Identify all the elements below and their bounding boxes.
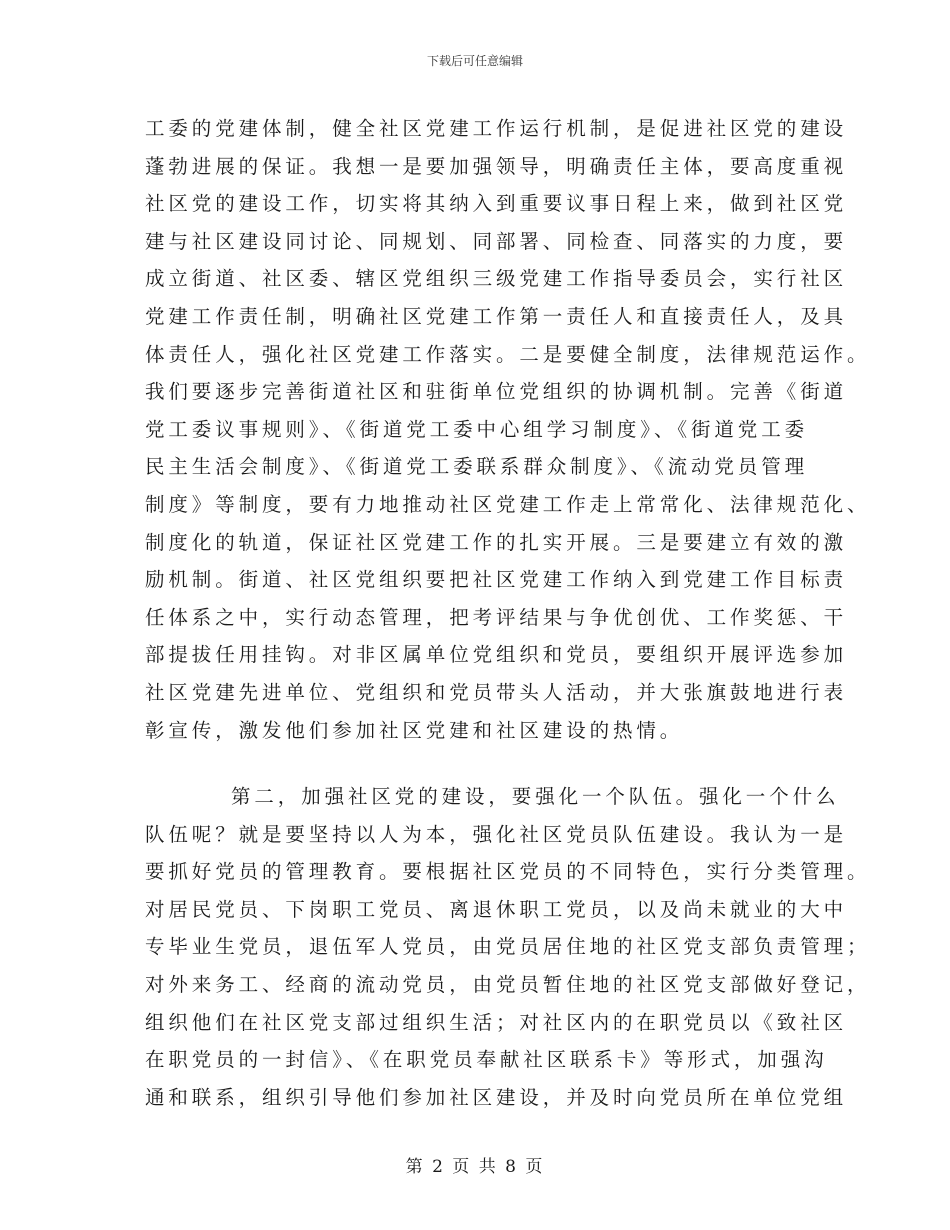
page-number-footer: 第 2 页 共 8 页 [405, 1157, 545, 1177]
paragraph-line-text: 第二，加强社区党的建设，要强化一个队伍。强化一个什么 [231, 785, 840, 808]
paragraph-line: 社区党建先进单位、党组织和党员带头人活动，并大张旗鼓地进行表 [145, 680, 848, 704]
paragraph-line: 党建工作责任制，明确社区党建工作第一责任人和直接责任人，及具 [145, 304, 848, 328]
document-body-continued [145, 778, 871, 1116]
paragraph-line: 队伍呢？就是要坚持以人为本，强化社区党员队伍建设。我认为一是 [145, 822, 848, 846]
paragraph-1 [145, 110, 871, 749]
paragraph-line: 组织他们在社区党支部过组织生活；对社区内的在职党员以《致社区 [145, 1010, 848, 1034]
paragraph-line: 励机制。街道、社区党组织要把社区党建工作纳入到党建工作目标责 [145, 568, 848, 592]
paragraph-line: 建与社区建设同讨论、同规划、同部署、同检查、同落实的力度，要 [145, 229, 848, 253]
paragraph-line: 体责任人，强化社区党建工作落实。二是要健全制度，法律规范运作。 [145, 342, 871, 366]
paragraph-line: 工委的党建体制，健全社区党建工作运行机制，是促进社区党的建设 [145, 117, 848, 140]
paragraph-line-first [145, 778, 840, 816]
paragraph-line: 要抓好党员的管理教育。要根据社区党员的不同特色，实行分类管理。 [145, 860, 871, 884]
paragraph-line: 在职党员的一封信》、《在职党员奉献社区联系卡》等形式，加强沟 [145, 1048, 828, 1072]
paragraph-line: 任体系之中，实行动态管理，把考评结果与争优创优、工作奖惩、干 [145, 605, 848, 629]
paragraph-line: 彰宣传，激发他们参加社区党建和社区建设的热情。 [145, 718, 684, 742]
document-body [145, 110, 871, 749]
paragraph-line: 对居民党员、下岗职工党员、离退休职工党员，以及尚未就业的大中 [145, 897, 848, 921]
paragraph-2 [145, 778, 871, 1116]
paragraph-line: 通和联系，组织引导他们参加社区建设，并及时向党员所在单位党组 [145, 1085, 848, 1109]
paragraph-line: 专毕业生党员，退伍军人党员，由党员居住地的社区党支部负责管理； [145, 935, 871, 959]
page-header-note: 下载后可任意编辑 [426, 54, 523, 68]
paragraph-line: 民主生活会制度》、《街道党工委联系群众制度》、《流动党员管理 [145, 455, 809, 479]
paragraph-line: 蓬勃进展的保证。我想一是要加强领导，明确责任主体，要高度重视 [145, 154, 848, 178]
paragraph-line: 对外来务工、经商的流动党员，由党员暂住地的社区党支部做好登记， [145, 972, 871, 996]
paragraph-line: 党工委议事规则》、《街道党工委中心组学习制度》、《街道党工委 [145, 417, 809, 441]
paragraph-line: 成立街道、社区委、辖区党组织三级党建工作指导委员会，实行社区 [145, 267, 848, 291]
paragraph-line: 制度化的轨道，保证社区党建工作的扎实开展。三是要建立有效的激 [145, 530, 848, 554]
paragraph-line: 部提拔任用挂钩。对非区属单位党组织和党员，要组织开展评选参加 [145, 643, 848, 667]
paragraph-line: 我们要逐步完善街道社区和驻街单位党组织的协调机制。完善《街道 [145, 380, 848, 404]
paragraph-line: 社区党的建设工作，切实将其纳入到重要议事日程上来，做到社区党 [145, 192, 848, 216]
paragraph-line: 制度》等制度，要有力地推动社区党建工作走上常常化、法律规范化、 [145, 492, 871, 516]
